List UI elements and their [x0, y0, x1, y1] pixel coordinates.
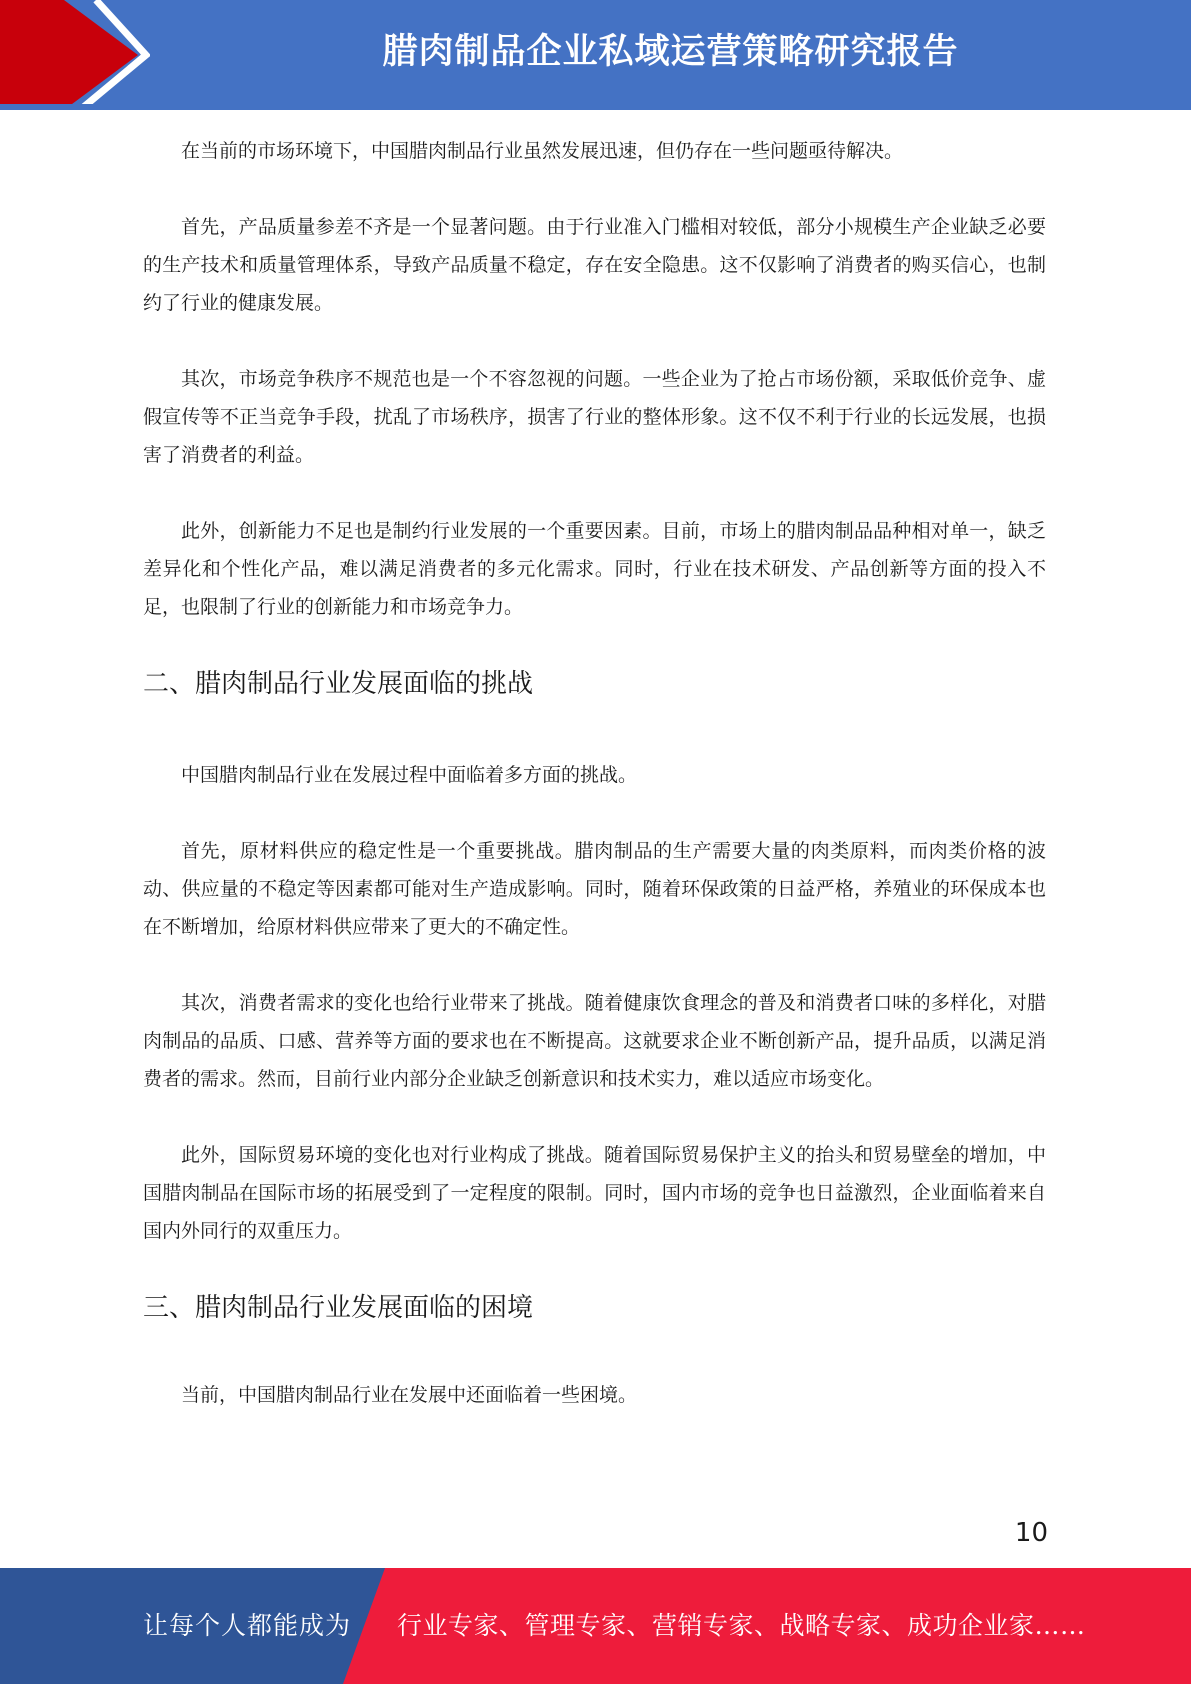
- paragraph: 中国腊肉制品行业在发展过程中面临着多方面的挑战。: [181, 764, 638, 786]
- paragraph: 在当前的市场环境下，中国腊肉制品行业虽然发展迅速，但仍存在一些问题亟待解决。: [181, 140, 904, 162]
- paragraph: 此外，国际贸易环境的变化也对行业构成了挑战。随着国际贸易保护主义的抬头和贸易壁垒的增加，中国腊肉制品在国际市场的拓展受到了一定程度的限制。同时，国内市场的竞争也日益激烈，企业面临着来自国内外同行的双重压力。: [143, 1144, 1046, 1242]
- paragraph: 此外，创新能力不足也是制约行业发展的一个重要因素。目前，市场上的腊肉制品品种相对单一，缺乏差异化和个性化产品，难以满足消费者的多元化需求。同时，行业在技术研发、产品创新等方面的投入不足，也限制了行业的创新能力和市场竞争力。: [143, 520, 1046, 618]
- report-title: 腊肉制品企业私域运营策略研究报告: [382, 32, 959, 72]
- header-chevron-decoration: [0, 0, 150, 110]
- paragraph: 首先，原材料供应的稳定性是一个重要挑战。腊肉制品的生产需要大量的肉类原料，而肉类价格的波动、供应量的不稳定等因素都可能对生产造成影响。同时，随着环保政策的日益严格，养殖业的环保成本也在不断增加，给原材料供应带来了更大的不确定性。: [143, 840, 1046, 938]
- page-number: 10: [1014, 1518, 1048, 1548]
- paragraph: 首先，产品质量参差不齐是一个显著问题。由于行业准入门槛相对较低，部分小规模生产企业缺乏必要的生产技术和质量管理体系，导致产品质量不稳定，存在安全隐患。这不仅影响了消费者的购买信心，也制约了行业的健康发展。: [143, 216, 1046, 314]
- footer-slogan-right: 行业专家、管理专家、营销专家、战略专家、成功企业家……: [397, 1611, 1086, 1640]
- footer-slogan-left: 让每个人都能成为: [143, 1611, 352, 1640]
- report-body: [143, 130, 1046, 1452]
- page-footer: [0, 1568, 1191, 1684]
- page-header: [0, 0, 1191, 110]
- section-heading-challenges: 二、腊肉制品行业发展面临的挑战: [143, 669, 534, 699]
- paragraph: 其次，市场竞争秩序不规范也是一个不容忽视的问题。一些企业为了抢占市场份额，采取低价竞争、虚假宣传等不正当竞争手段，扰乱了市场秩序，损害了行业的整体形象。这不仅不利于行业的长远发展，也损害了消费者的利益。: [143, 368, 1046, 466]
- paragraph: 当前，中国腊肉制品行业在发展中还面临着一些困境。: [181, 1384, 638, 1406]
- paragraph: 其次，消费者需求的变化也给行业带来了挑战。随着健康饮食理念的普及和消费者口味的多样化，对腊肉制品的品质、口感、营养等方面的要求也在不断提高。这就要求企业不断创新产品，提升品质，以满足消费者的需求。然而，目前行业内部分企业缺乏创新意识和技术实力，难以适应市场变化。: [143, 992, 1046, 1090]
- section-heading-dilemmas: 三、腊肉制品行业发展面临的困境: [143, 1293, 534, 1323]
